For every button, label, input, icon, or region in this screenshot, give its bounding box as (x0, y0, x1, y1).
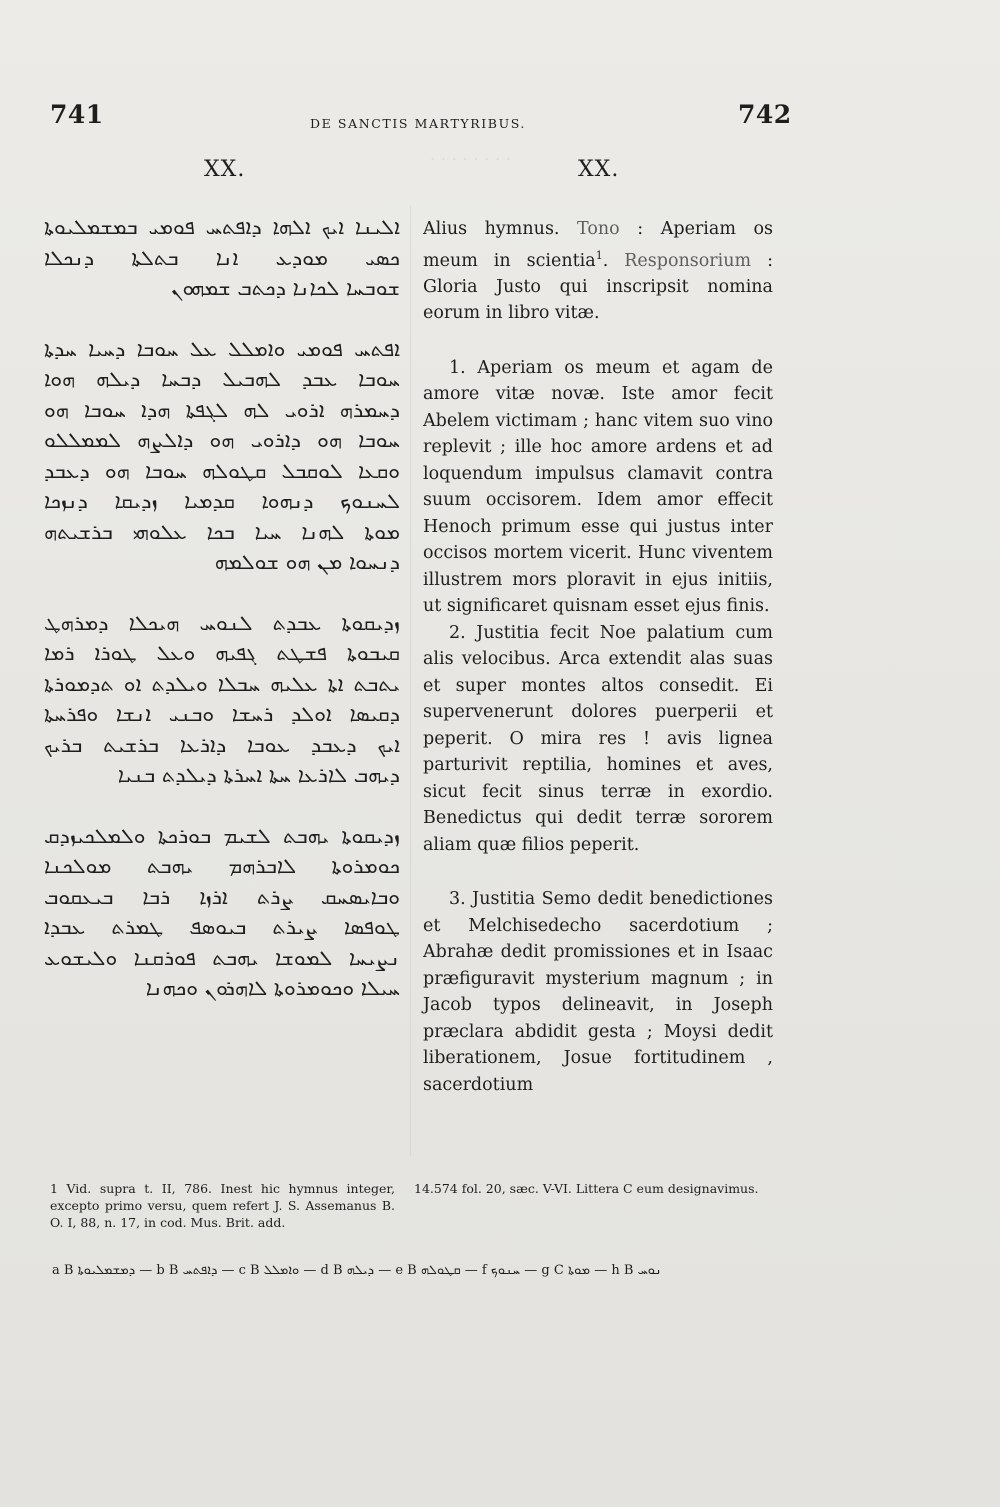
syriac-line: ܡܘܬܐ ܠܗܢܐ ܚܝܐ ܒܟܐ ܥܠܘܗܝ ܒܪܫܝܬܗ (44, 519, 400, 544)
bleed-through-mark: · · · · · · · · (430, 150, 512, 170)
syriac-line: ܐܠܝܢܐ ܐܝܟ ܐܠܗܐ ܕܐܦܬܚ ܦܘܡܝ ܒܡܫܡܠܝܘܬܐ (44, 215, 400, 239)
latin-text-column (423, 216, 773, 1098)
stanza-2: 2. Justitia fecit Noe palatium cum alis velocibus. Arca extendit alas suas et super montes altos consedit. Ei supervenerunt dolores puerperii et peperit. O mira res ! avis lignea parturivit reptilia, homines et aves, sicut fecit sinus terræ in exordio. Benedictus qui dedit terræ sororem aliam quæ filios peperit. (423, 622, 773, 855)
syriac-line: ܘܩܥܐ ܠܘܩܒܠ ܩܛܘܠܗ ܚܘܒܐ ܗܘ ܕܥܒܕ (44, 458, 400, 483)
intro-responsorium-label: Responsorium (624, 250, 752, 271)
variant-readings: a B ܕܡܫܡܠܝܘܬܐ — b B ܕܐܦܬܚ — c B ܘܐܡܠܠ — d B ܕܝܠܗ — e B ܩܛܘܠܗ — f ܚܢܘܟ — g C ܡܘܬܐ — h B ܢܘܚ (52, 1263, 662, 1278)
syriac-line: ܫܘܒܚܐ ܠܟܐܢܐ ܕܟܬܒ ܫܡܗܘܢ (171, 276, 400, 300)
section-heading-right: XX. (578, 157, 620, 182)
syriac-line: ܛܘܦܣܐ ܨܝܪܬ ܒܝܘܣܦ ܛܡܪܬ ܥܒܕܐ (44, 915, 400, 939)
stanza-spacer (423, 858, 773, 886)
stanza-3: 3. Justitia Semo dedit benedictiones et Melchisedecho sacerdotium ; Abrahæ dedit promissiones et in Isaac præfiguravit mysterium magnum ; in Jacob typos delineavit, in Joseph præclara abdidit gesta ; Moysi dedit liberationem, Josue fortitudinem , sacerdotium (423, 889, 773, 1095)
syriac-line: ܢܨܝܚܐ ܠܡܘܫܐ ܝܗܒܬ ܦܘܪܩܢܐ ܘܠܝܫܘܥ (44, 945, 400, 970)
page-number-right: 742 (738, 100, 792, 129)
intro-title: Alius hymnus. (423, 219, 578, 239)
syriac-line: ܟܣܝ ܡܘܕܥ ܐܢܐ ܒܬܠܬܐ ܕܢܟܠܐ (44, 245, 400, 270)
hymn-intro (423, 216, 773, 327)
stanza-1: 1. Aperiam os meum et agam de amore vitæ novæ. Iste amor fecit Abelem victimam ; hanc vitem suo vino replevit ; ille hoc amore ardens et ad loquendum impulsus clamavit contra suum occisorem. Idem amor effecit Henoch primum esse qui justus inter occisos mortem vicerit. Hunc viventem illustrem mors ploravit in ejus initiis, ut significaret quisnam esset ejus finis. (423, 357, 773, 617)
intro-responsorium-text: : Gloria Justo qui inscripsit nomina eorum in libro vitæ. (423, 250, 773, 324)
stanza-gap (44, 791, 400, 821)
syriac-line: ܘܒܐܝܣܚܩ ܨܪܬ ܐܪܙܐ ܪܒܐ ܒܝܥܩܘܒ (44, 884, 400, 909)
section-heading-left: XX. (204, 157, 246, 182)
syriac-line: ܙܕܝܩܘܬܐ ܥܒܕܬ ܠܢܘܚ ܗܝܟܠܐ ܕܡܪܗܛ (44, 610, 400, 635)
syriac-line: ܕܝܗܒ ܠܐܪܥܐ ܚܬܐ ܐܚܪܬܐ ܕܝܠܕܬ ܒܢܝܐ (117, 763, 400, 787)
syriac-line: ܝܬܒܬ ܐܬܐ ܥܠܝܗ ܚܒܠܐ ܘܝܠܕܬ ܐܘ ܬܕܡܘܪܬܐ (44, 671, 400, 696)
syriac-text-column (44, 212, 400, 1004)
syriac-line: ܐܝܟ ܕܥܒܕ ܥܘܒܐ ܕܐܪܥܐ ܒܪܫܝܬ ܒܪܝܟ (44, 732, 400, 757)
syriac-line: ܐܦܬܚ ܦܘܡܝ ܘܐܡܠܠ ܥܠ ܚܘܒܐ ܕܚܝܐ ܚܕܬܐ (44, 336, 400, 361)
running-head: DE SANCTIS MARTYRIBUS. (310, 116, 526, 131)
syriac-line: ܕܚܡܪܗ ܐܪܘܝ ܠܗ ܠܓܦܬܐ ܗܕܐ ܚܘܒܐ ܗܘ (44, 397, 400, 422)
syriac-line: ܚܘܒܐ ܗܘ ܕܐܪܘܝ ܗܘ ܕܐܠܨܗ ܠܡܡܠܠܘ (44, 428, 400, 452)
syriac-line: ܙܕܝܩܘܬܐ ܝܗܒܬ ܠܫܝܡ ܒܘܪܟܬܐ ܘܠܡܠܟܝܙܕܩ (44, 823, 400, 848)
stanza-gap (44, 304, 400, 334)
syriac-line: ܠܚܢܘܟ ܕܢܗܘܐ ܩܕܡܝܐ ܙܕܝܩܐ ܕܢܙܟܐ (44, 489, 400, 513)
page-number-left: 741 (50, 100, 104, 129)
intro-separator: . (602, 250, 625, 271)
intro-tono-label: Tono (577, 219, 620, 239)
intro-incipit: : Aperiam os meum in scientia (423, 219, 773, 271)
footnote-right: 14.574 fol. 20, sæc. V-VI. Littera C eum designavimus. (414, 1181, 759, 1196)
syriac-line: ܚܘܒܐ ܥܒܕ ܠܗܒܝܠ ܕܒܚܐ ܕܝܠܗ ܗܘܐ (44, 367, 400, 391)
syriac-line: ܩܝܒܘܬܐ ܦܫܛܬ ܓܦܝܗ ܘܥܠ ܛܘܪܐ ܪܡܐ (44, 641, 400, 665)
column-divider (410, 206, 411, 1156)
syriac-line: ܕܢܚܘܐ ܡܢ ܗܘ ܫܘܠܡܗ (214, 550, 400, 574)
footnote-left: 1 Vid. supra t. II, 786. Inest hic hymnus integer, excepto primo versu, quem refert J. S. Assemanus B. O. I, 88, n. 17, in cod. Mus. Brit. add. (50, 1181, 395, 1230)
syriac-line: ܚܝܠܐ ܘܟܘܡܪܘܬܐ ܠܐܗܪܘܢ ܘܟܗܢܐ (145, 976, 400, 1000)
syriac-line: ܕܩܝܣܐ ܐܘܠܕ ܪܚܫܐ ܘܒܢܝ ܐܢܫܐ ܘܦܪܚܬܐ (44, 702, 400, 726)
footnote-ref: 1 (595, 248, 603, 262)
stanza-gap (44, 578, 400, 608)
syriac-line: ܟܘܡܪܘܬܐ ܠܐܒܪܗܡ ܝܗܒܬ ܡܘܠܟܢܐ (44, 854, 400, 878)
